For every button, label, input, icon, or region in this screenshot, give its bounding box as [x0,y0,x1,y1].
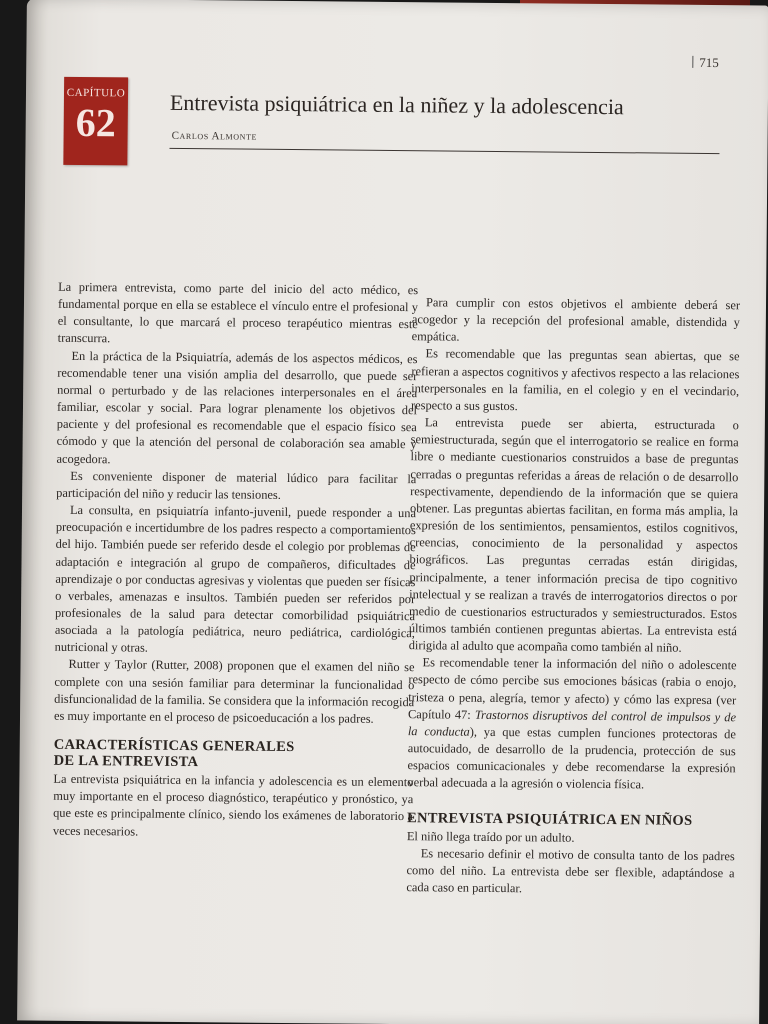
book-page [17,0,768,1024]
paragraph: En la práctica de la Psiquiatría, además de los aspectos médicos, es recomendable tener una visión amplia del desarrollo, que puede ser normal o perturbado y de las relaciones interpersonales en el área familiar, escolar y social. Para lograr plenamente los objetivos del paciente y del profesional es recomendable que el espacio físico sea cómodo y que la atención del personal de colaboración sea amable y acogedora. [56,348,418,466]
chapter-title: Entrevista psiquiátrica en la niñez y la adolescencia [169,89,624,120]
section-heading-general: CARACTERÍSTICAS GENERALES DE LA ENTREVISTA [53,736,295,771]
page-number: 715 [692,55,719,71]
section-heading-children: ENTREVISTA PSIQUIÁTRICA EN NIÑOS [406,809,693,829]
chapter-label: CAPÍTULO [66,86,126,100]
chapter-reference: Trastornos disruptivos del control de impulsos y de la conducta [407,707,737,739]
paragraph: Es necesario definir el motivo de consulta tanto de los padres como del niño. La entrevista debe ser flexible, adaptándose a cada caso en particular. [406,845,735,896]
paragraph: La entrevista psiquiátrica en la infancia y adolescencia es un elemento muy importante en el proceso diagnóstico, terapéutico y pronóstico, ya que este es principalmente clínico, siendo los exámenes de laboratorio a veces necesarios. [52,771,414,839]
paragraph: La consulta, en psiquiatría infanto-juvenil, puede responder a una preocupación e incertidumbre de los padres respecto a comportamientos del hijo. También puede ser referido desde el colegio por problemas de adaptación e integración al grupo de compañeros, dificultades de aprendizaje o por conductas agresivas y violentas que pueden ser físicas o verbales, amenazas e insultos. También pueden ser referidos por profesionales de la salud para detectar comorbilidad psiquiátrica asociada a la patología pediátrica, neuro pediátrica, cardiológica, nutricional y otras. [54,502,417,655]
paragraph: Rutter y Taylor (Rutter, 2008) proponen que el examen del niño se complete con una sesión familiar para determinar la funcionalidad o disfuncionalidad de la familia. Se considera que la información recogida es muy importante en el proceso de psicoeducación a los padres. [53,657,415,726]
paragraph: Es recomendable que las preguntas sean abiertas, que se refieran a aspectos cognitivos y afectivos respecto a las relaciones interpersonales en la familia, en el colegio y en el vecindario, respecto a sus gustos. [410,346,740,414]
right-column [406,294,740,899]
paragraph: La entrevista puede ser abierta, estructurada o semiestructurada, según que el interrogatorio se realice en forma libre o mediante cuestionarios construidos a base de preguntas cerradas o preguntas referidas a áreas de relación o de desarrollo respectivamente, dependiendo de la información que se quiera obtener. Las preguntas abiertas facilitan, en forma más amplia, la expresión de los sentimientos, pensamientos, estilos cognitivos, creencias, conocimiento de la personalidad y aspectos biográficos. Las preguntas cerradas están dirigidas, principalmente, a tener información precisa de tipo cognitivo intelectual y se realizan a través de interrogatorios directos o por medio de cuestionarios estructurados y semiestructurados. Estos últimos también contienen preguntas abiertas. La entrevista está dirigida al adulto que acompaña como también al niño. [408,415,739,655]
page-number-divider [692,56,693,68]
paragraph: La primera entrevista, como parte del inicio del acto médico, es fundamental porque en ella se establece el vínculo entre el profesional y el consultante, lo que marcará el proceso terapéutico mientras este transcurra. [57,279,419,346]
chapter-number: 62 [75,99,116,146]
left-column [53,279,418,843]
paragraph: El niño llega traído por un adulto. [406,828,575,845]
title-rule [169,148,719,154]
paragraph: Para cumplir con estos objetivos el ambiente deberá ser acogedor y la recepción del profesional amable, distendida y empática. [411,295,741,344]
paragraph: Es conveniente disponer de material lúdico para facilitar la participación del niño y reducir las tensiones. [56,468,417,502]
paragraph: Es recomendable tener la información del niño o adolescente respecto de cómo percibe sus emociones básicas (rabia o enojo, tristeza o pena, alegría, temor y afecto) y cómo las expresa (ver Capítulo 47: Trastornos disruptivos del control de impulsos y de la conducta), ya que estas cumplen funciones protectoras de autocuidado, de desarrollo de la prudencia, protección de sus espacios comunicacionales y debe recomendarse la expresión verbal adecuada a la agresión o violencia física. [407,655,737,792]
chapter-badge [63,77,128,166]
chapter-author: Carlos Almonte [171,129,258,143]
